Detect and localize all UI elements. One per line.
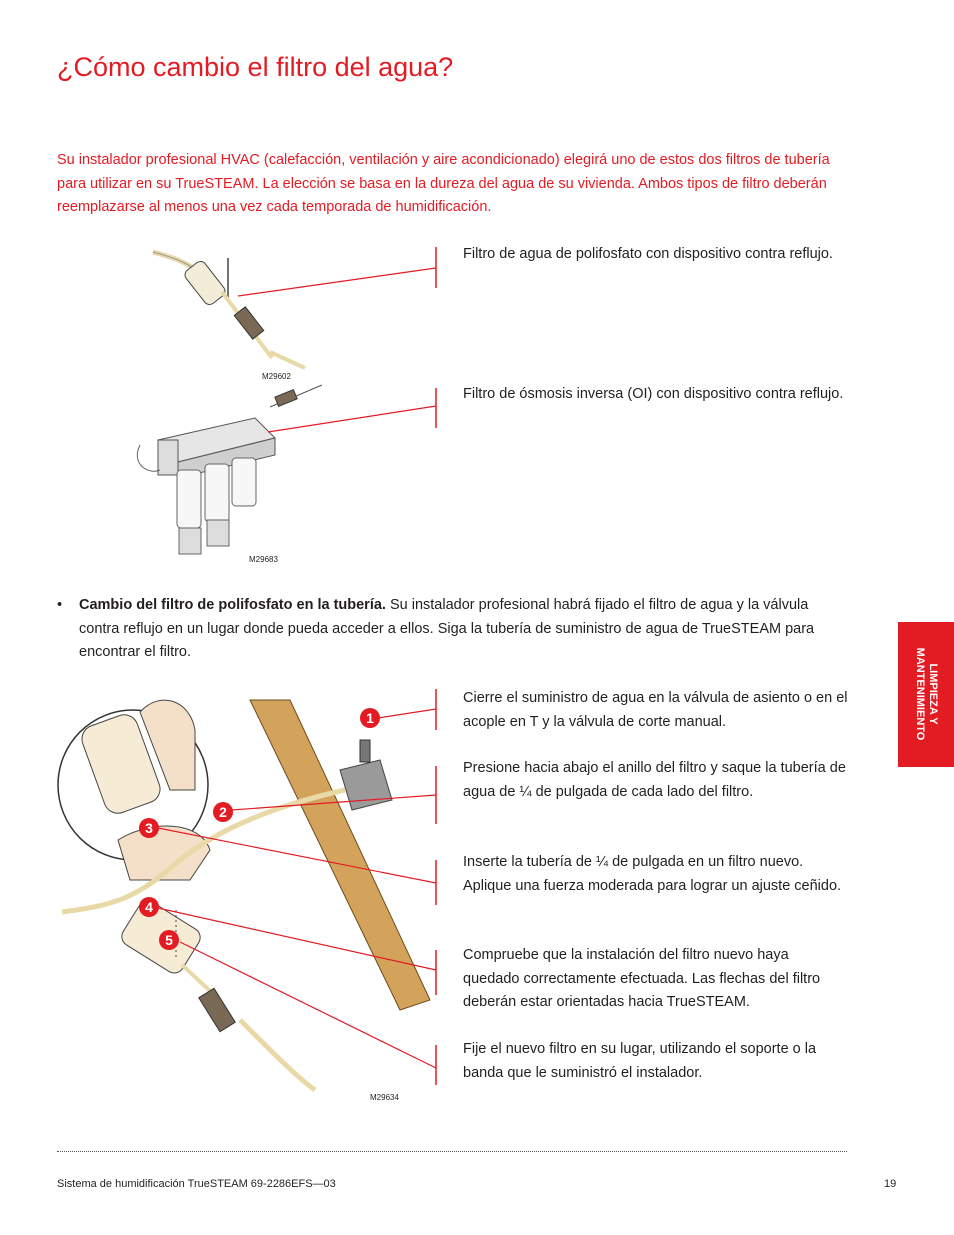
step-1-text: Cierre el suministro de agua en la válvula de asiento o en el acople en T y la válvula de corte manual.: [463, 690, 848, 730]
footer-rule: [57, 1151, 847, 1152]
bullet-dot: •: [57, 597, 63, 613]
callout-badge-1: 1: [360, 708, 380, 728]
bullet-heading: Cambio del filtro de polifosfato en la tubería.: [79, 597, 386, 613]
polyphosphate-filter-illustration: [153, 252, 305, 381]
callout-badge-4: 4: [139, 897, 159, 917]
callout-badge-5: 5: [159, 930, 179, 950]
page-title: ¿Cómo cambio el filtro del agua?: [57, 52, 454, 82]
side-tab-label: LIMPIEZA Y MANTENIMIENTO: [914, 647, 939, 741]
step-3-text: Inserte la tubería de ¼ de pulgada en un filtro nuevo. Aplique una fuerza moderada para lograr un ajuste ceñido.: [463, 854, 842, 894]
step-4-text: Compruebe que la instalación del filtro nuevo haya quedado correctamente efectuada. Las flechas del filtro deberán estar orientadas hacia TrueSTEAM.: [463, 947, 821, 1010]
callout-badge-2: 2: [213, 802, 233, 822]
step-5-text: Fije el nuevo filtro en su lugar, utilizando el soporte o la banda que le suministró el instalador.: [463, 1041, 817, 1081]
filter-change-illustration: [58, 700, 430, 1102]
step-2-text: Presione hacia abajo el anillo del filtro y saque la tubería de agua de ¼ de pulgada de cada lado del filtro.: [463, 760, 846, 800]
page-number: 19: [884, 1178, 897, 1190]
intro-paragraph: Su instalador profesional HVAC (calefacción, ventilación y aire acondicionado) elegirá uno de estos dos filtros de tubería para utilizar en su TrueSTEAM. La elección se basa en la dureza del agua de su vivienda. Ambos tipos de filtro deberán reemplazarse al menos una vez cada temporada de humidificación.: [57, 152, 830, 215]
callout-badge-3: 3: [139, 818, 159, 838]
reverse-osmosis-filter-illustration: [137, 385, 322, 564]
footer-text: Sistema de humidificación TrueSTEAM 69-2286EFS—03: [57, 1178, 336, 1190]
section-side-tab: [898, 622, 954, 767]
bullet-text: Su instalador profesional habrá fijado el filtro de agua y la válvula contra reflujo en un lugar donde pueda acceder a ellos. Siga la tubería de suministro de agua de TrueSTEAM para encontrar el filtro.: [79, 597, 815, 660]
bullet-item: [57, 594, 827, 665]
figure-code-2: M29683: [249, 555, 278, 564]
caption-polyphosphate: Filtro de agua de polifosfato con dispositivo contra reflujo.: [463, 246, 833, 262]
caption-reverse-osmosis: Filtro de ósmosis inversa (OI) con dispositivo contra reflujo.: [463, 386, 844, 402]
figure-code-1: M29602: [262, 372, 291, 381]
figure-code-3: M29634: [370, 1093, 399, 1102]
